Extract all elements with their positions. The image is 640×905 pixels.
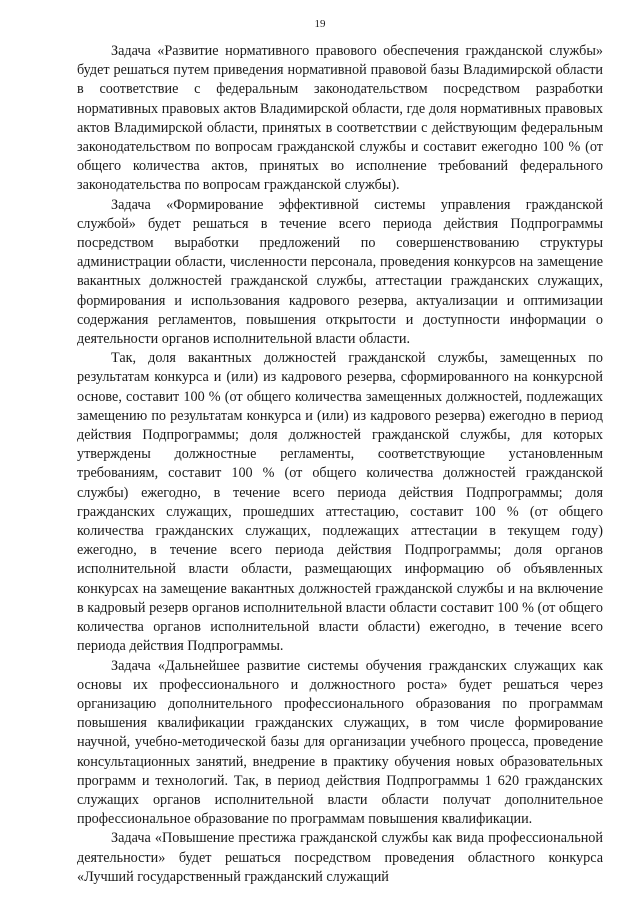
document-body <box>77 42 603 887</box>
paragraph-training-task: Задача «Дальнейшее развитие системы обучения гражданских служащих как основы их профессионального и должностного роста» будет решаться через организацию дополнительного профессионального образования по программам повышения квалификации гражданских служащих, в том числе формирование научной, учебно-методической базы для организации учебного процесса, проведение консультационных занятий, внедрение в практику обучения новых образовательных программ и технологий. Так, в период действия Подпрограммы 1 620 гражданских служащих органов исполнительной власти области получат дополнительное профессиональное образование по программам повышения квалификации. <box>77 657 603 828</box>
page-number: 19 <box>314 18 326 30</box>
paragraph-regulatory-task: Задача «Развитие нормативного правового обеспечения гражданской службы» будет решаться путем приведения нормативной правовой базы Владимирской области в соответствие с федеральным законодательством посредством разработки нормативных правовых актов Владимирской области, где доля нормативных правовых актов Владимирской области, принятых в соответствии с действующим федеральным законодательством по вопросам гражданской службы и составит ежегодно 100 % (от общего количества актов, принятых во исполнение требований федерального законодательства по вопросам гражданской службы). <box>77 43 603 194</box>
paragraph-management-task: Задача «Формирование эффективной системы управления гражданской службой» будет решаться в течение всего периода действия Подпрограммы посредством выработки предложений по совершенствованию структуры администрации области, численности персонала, проведения конкурсов на замещение вакантных должностей гражданской службы, аттестации гражданских служащих, формирования и использования кадрового резерва, актуализации и оптимизации содержания регламентов, повышения открытости и доступности информации о деятельности органов исполнительной власти области. <box>77 196 603 348</box>
paragraph-indicators: Так, доля вакантных должностей гражданской службы, замещенных по результатам конкурса и (или) из кадрового резерва, сформированного на конкурсной основе, составит 100 % (от общего количества замещенных должностей, подлежащих замещению по результатам конкурса и (или) из кадрового резерва) ежегодно в период действия Подпрограммы; доля должностей гражданской службы, для которых утверждены должностные регламенты, соответствующие установленным требованиям, составит 100 % (от общего количества должностей гражданской службы) ежегодно, в течение всего периода действия Подпрограммы; доля гражданских служащих, прошедших аттестацию, составит 100 % (от общего количества гражданских служащих, подлежащих аттестации в текущем году) ежегодно, в течение всего периода действия Подпрограммы; доля органов исполнительной власти области, размещающих информацию об объявленных конкурсах на замещение вакантных должностей гражданской службы и на включение в кадровый резерв органов исполнительной власти области составит 100 % (от общего количества органов исполнительной власти области) ежегодно, в течение всего периода действия Подпрограммы. <box>77 350 603 655</box>
paragraph-prestige-task: Задача «Повышение престижа гражданской службы как вида профессиональной деятельности» будет решаться посредством проведения областного конкурса «Лучший государственный гражданский служащий <box>77 830 603 885</box>
